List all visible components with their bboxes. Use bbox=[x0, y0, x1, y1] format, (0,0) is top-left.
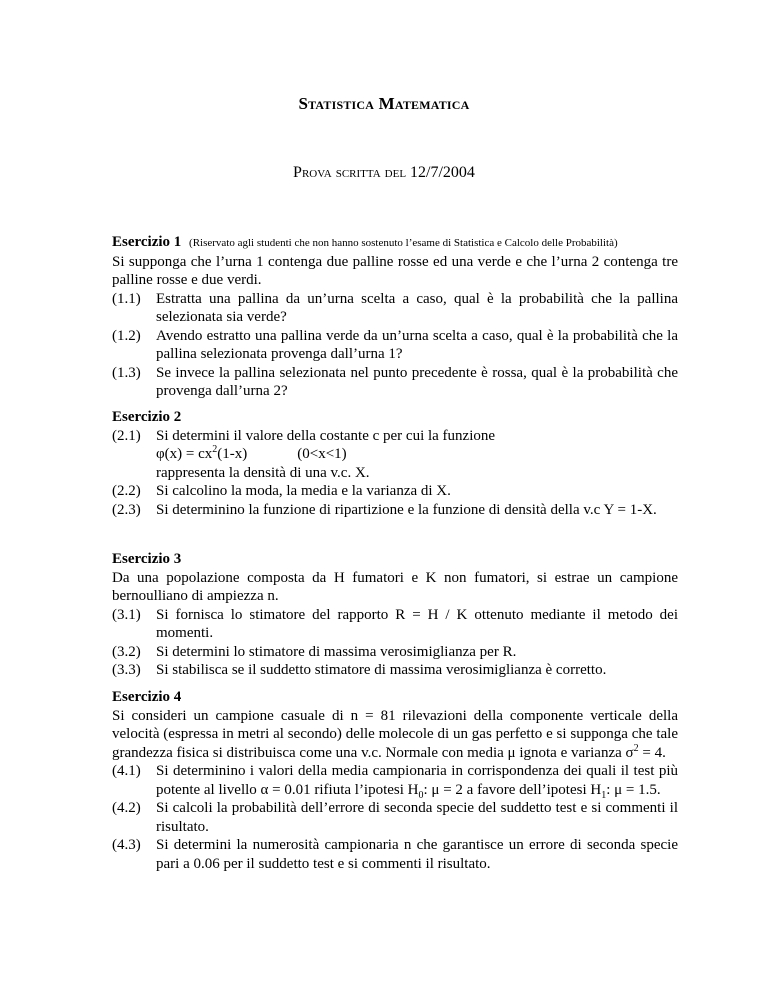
exercise-item bbox=[112, 427, 678, 483]
document-subtitle: Prova scritta del 12/7/2004 bbox=[293, 164, 475, 181]
item-number: (1.3) bbox=[112, 364, 141, 381]
item-text: Si determinino la funzione di ripartizione e la funzione di densità della v.c Y = 1-X. bbox=[156, 501, 657, 518]
exercise-heading: Esercizio 3 bbox=[112, 551, 182, 567]
exercise-item bbox=[112, 290, 678, 327]
document-title: Statistica Matematica bbox=[298, 94, 470, 113]
exercise-item bbox=[112, 482, 678, 501]
exercise-note: (Riservato agli studenti che non hanno sostenuto l’esame di Statistica e Calcolo delle Probabilità) bbox=[189, 237, 618, 249]
item-text: Si determini il valore della costante c per cui la funzione bbox=[156, 427, 496, 444]
exercise-3 bbox=[112, 550, 678, 680]
item-number: (4.1) bbox=[112, 763, 141, 779]
exercise-heading: Esercizio 4 bbox=[112, 689, 182, 705]
item-text: Si determini la numerosità campionaria n che garantisce un errore di seconda specie pari a 0.06 per il suddetto test e si commenti il risultato. bbox=[156, 837, 678, 872]
variance-exponent: 2 bbox=[633, 742, 639, 754]
exercise-intro: Da una popolazione composta da H fumatori e K non fumatori, si estrae un campione bernoulliano di ampiezza n. bbox=[112, 569, 678, 604]
formula-lhs: φ(x) = cx bbox=[156, 446, 213, 462]
item-number: (1.2) bbox=[112, 327, 141, 344]
exercise-item bbox=[112, 501, 678, 520]
exercise-heading: Esercizio 2 bbox=[112, 409, 182, 425]
exercise-item bbox=[112, 606, 678, 643]
exercise-item bbox=[112, 643, 678, 662]
exercise-item bbox=[112, 327, 678, 364]
formula bbox=[156, 445, 678, 464]
item-number: (4.3) bbox=[112, 837, 141, 853]
formula-rhs: (1-x) bbox=[217, 446, 248, 462]
formula-exponent: 2 bbox=[212, 444, 218, 455]
exercise-item bbox=[112, 364, 678, 401]
item-text: Avendo estratto una pallina verde da un’urna scelta a caso, qual è la probabilità che la pallina selezionata provenga dall’urna 1? bbox=[156, 327, 678, 362]
exercise-item bbox=[112, 836, 678, 873]
exercise-item bbox=[112, 661, 678, 680]
formula-domain: (0<x<1) bbox=[297, 446, 347, 462]
item-text: Si determini lo stimatore di massima verosimiglianza per R. bbox=[156, 643, 517, 660]
item-number: (2.3) bbox=[112, 501, 141, 518]
item-text: Si fornisca lo stimatore del rapporto R = H / K ottenuto mediante il metodo dei momenti. bbox=[156, 606, 678, 641]
item-text: Estratta una pallina da un’urna scelta a caso, qual è la probabilità che la pallina selezionata sia verde? bbox=[156, 290, 678, 325]
exercise-item bbox=[112, 762, 678, 799]
exercise-2 bbox=[112, 408, 678, 519]
item-text: Si calcolino la moda, la media e la varianza di X. bbox=[156, 483, 451, 499]
item-number: (1.1) bbox=[112, 290, 141, 307]
item-text: Si determinino i valori della media campionaria in corrispondenza dei quali il test più potente al livello α = 0.01 rifiuta l’ipotesi $H_0$: μ = 2 a favore dell’ipotesi $H_1$: μ = 1.5. bbox=[156, 763, 678, 801]
item-number: (3.3) bbox=[112, 662, 141, 678]
item-text: Si calcoli la probabilità dell’errore di seconda specie del suddetto test e si commenti il risultato. bbox=[156, 800, 678, 835]
item-number: (4.2) bbox=[112, 800, 141, 816]
exercise-intro: Si supponga che l’urna 1 contenga due palline rosse ed una verde e che l’urna 2 contenga tre palline rosse e due verdi. bbox=[112, 253, 678, 288]
item-number: (3.1) bbox=[112, 606, 141, 623]
exercise-item bbox=[112, 799, 678, 836]
item-text-continued: rappresenta la densità di una v.c. X. bbox=[156, 464, 370, 481]
item-text: Si stabilisca se il suddetto stimatore di massima verosimiglianza è corretto. bbox=[156, 662, 607, 678]
item-number: (3.2) bbox=[112, 643, 141, 660]
item-number: (2.2) bbox=[112, 483, 141, 499]
exercise-4 bbox=[112, 688, 678, 873]
exercise-heading: Esercizio 1 bbox=[112, 234, 182, 250]
exercise-intro: Si consideri un campione casuale di n = 81 rilevazioni della componente verticale della velocità (espressa in metri al secondo) delle molecole di un gas perfetto e si supponga che tale grandezza fisica si distribuisca come una v.c. Normale con media μ ignota e varianza $\sigma^2 = 4$. bbox=[112, 707, 678, 761]
item-text: Se invece la pallina selezionata nel punto precedente è rossa, qual è la probabilità che provenga dall’urna 2? bbox=[156, 364, 678, 399]
item-number: (2.1) bbox=[112, 427, 141, 444]
exercise-1 bbox=[112, 233, 678, 401]
